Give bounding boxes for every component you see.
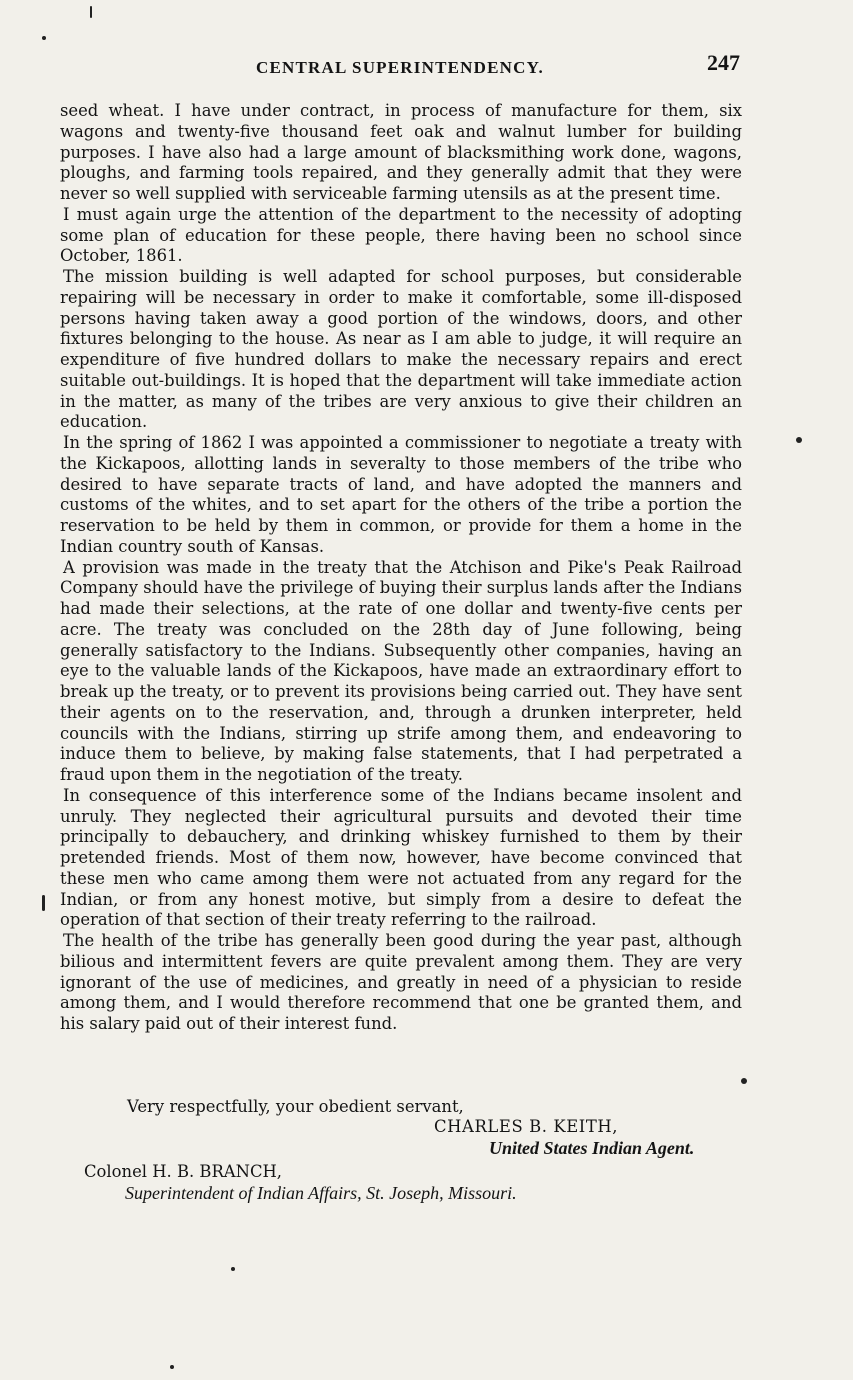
paragraph-5: A provision was made in the treaty that the Atchison and Pike's Peak Railroad Company should have the privilege of buying their surplus lands after the Indians had made their selections, at the rate of one dollar and twenty-five cents per acre. The treaty was concluded on the 28th day of June following, being generally satisfactory to the Indians. Subsequently other companies, having an eye to the valuable lands of the Kickapoos, have made an extraordinary effort to break up the treaty, or to prevent its provisions being carried out. They have sent their agents on to the reservation, and, through a drunken interpreter, held councils with the Indians, stirring up strife among them, and endeavoring to induce them to believe, by making false statements, that I had perpetrated a fraud upon them in the negotiation of the treaty. (60, 557, 742, 784)
paragraph-3: The mission building is well adapted for school purposes, but considerable repairing will be necessary in order to make it comfortable, some ill-disposed persons having taken away a good portion of the windows, doors, and other fixtures belonging to the house. As near as I am able to judge, it will require an expenditure of five hundred dollars to make the necessary repairs and erect suitable out-buildings. It is hoped that the department will take immediate action in the matter, as many of the tribes are very anxious to give their children an education. (60, 267, 742, 432)
scan-speck (170, 1365, 174, 1369)
paragraph-1: seed wheat. I have under contract, in process of manufacture for them, six wagons and twenty-five thousand feet oak and walnut lumber for building purposes. I have also had a large amount of blacksmithing work done, wagons, ploughs, and farming tools repaired, and they generally admit that they were never so well supplied with serviceable farming utensils as at the present time. (60, 101, 742, 203)
scan-speck (741, 1078, 747, 1084)
paragraph-6: In consequence of this interference some of the Indians became insolent and unruly. They neglected their agricultural pursuits and devoted their time principally to debauchery, and drinking whiskey furnished to them by their pretended friends. Most of them now, however, have become convinced that these men who came among them were not actuated from any regard for the Indian, or from any honest motive, but simply from a desire to defeat the operation of that section of their treaty referring to the railroad. (60, 785, 742, 930)
running-head: CENTRAL SUPERINTENDENCY. (256, 58, 544, 77)
scan-speck (796, 437, 802, 443)
scan-speck (90, 6, 92, 18)
body-text (60, 101, 742, 1035)
signer-name: CHARLES B. KEITH, (434, 1117, 619, 1136)
closing-line: Very respectfully, your obedient servant, (127, 1097, 464, 1116)
paragraph-7: The health of the tribe has generally been good during the year past, although bilious and intermittent fevers are quite prevalent among them. They are very ignorant of the use of medicines, and greatly in need of a physician to reside among them, and I would therefore recommend that one be granted them, and his salary paid out of their interest fund. (60, 931, 742, 1033)
scan-speck (42, 895, 45, 911)
paragraph-2: I must again urge the attention of the department to the necessity of adopting some plan of education for these people, there having been no school since October, 1861. (60, 204, 742, 266)
paragraph-4: In the spring of 1862 I was appointed a commissioner to negotiate a treaty with the Kickapoos, allotting lands in severalty to those members of the tribe who desired to have separate tracts of land, and have adopted the manners and customs of the whites, and to set apart for the others of the tribe a portion the reservation to be held by them in common, or provide for them a home in the Indian country south of Kansas. (60, 433, 742, 556)
addressee-title: Superintendent of Indian Affairs, St. Joseph, Missouri. (125, 1183, 517, 1203)
signer-title: United States Indian Agent. (489, 1138, 695, 1158)
scan-speck (42, 36, 46, 40)
scan-speck (231, 1267, 235, 1271)
addressee-name: Colonel H. B. BRANCH, (84, 1162, 283, 1181)
page-header (60, 50, 740, 78)
page-number: 247 (707, 50, 740, 75)
